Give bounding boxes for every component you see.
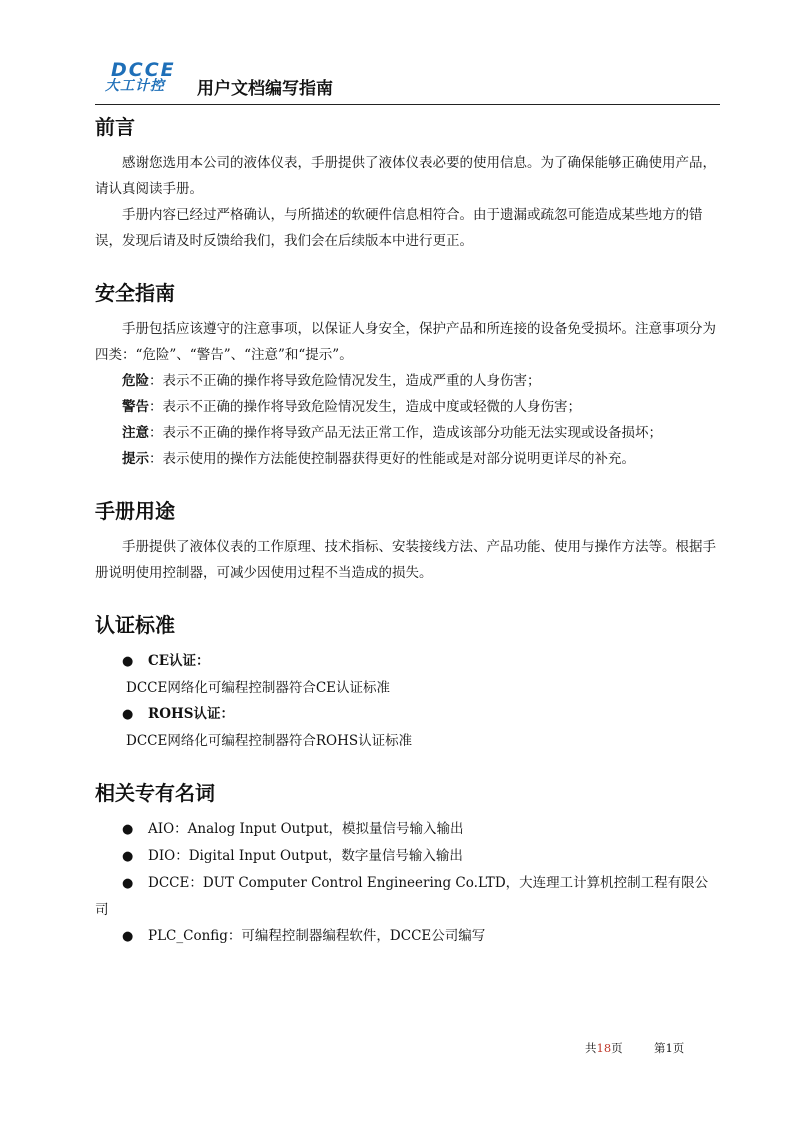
bullet-icon: ●: [122, 876, 134, 891]
bullet-icon: ●: [122, 822, 134, 837]
page-number: 1: [665, 1041, 673, 1055]
dcce-logo: [105, 60, 185, 96]
safety-item-caution: 注意：表示不正确的操作将导致产品无法正常工作，造成该部分功能无法实现或设备损坏；: [122, 425, 662, 441]
term-text: DCCE：DUT Computer Control Engineering Co.LTD，大连理工计算机控制工程有限公司: [95, 875, 709, 918]
term-item: [95, 843, 720, 870]
safety-item-danger: 危险：表示不正确的操作将导致危险情况发生，造成严重的人身伤害；: [122, 373, 541, 389]
cert-label: ROHS认证：: [148, 706, 234, 722]
cert-item-rohs: [95, 701, 720, 728]
certification-section: [95, 602, 720, 754]
page-footer: 共18页 第1页: [585, 1041, 685, 1055]
usage-paragraph: 手册提供了液体仪表的工作原理、技术指标、安装接线方法、产品功能、使用与操作方法等。根据手册说明使用控制器，可减少因使用过程不当造成的损失。: [95, 539, 716, 581]
logo-subtitle: 大工计控: [105, 78, 165, 94]
bullet-icon: ●: [122, 929, 134, 944]
safety-term: 危险: [122, 373, 149, 389]
preface-section: [95, 104, 720, 254]
term-item: [95, 816, 720, 843]
term-text: AIO：Analog Input Output，模拟量信号输入输出: [148, 821, 464, 837]
term-item: [95, 870, 720, 923]
safety-heading: 安全指南: [95, 281, 175, 305]
safety-description: 表示不正确的操作将导致危险情况发生，造成中度或轻微的人身伤害；: [162, 399, 581, 415]
usage-section: [95, 488, 720, 586]
term-text: DIO：Digital Input Output，数字量信号输入输出: [148, 848, 463, 864]
document-title: 用户文档编写指南: [197, 79, 333, 99]
safety-item-warning: 警告：表示不正确的操作将导致危险情况发生，造成中度或轻微的人身伤害；: [122, 399, 581, 415]
cert-item-ce: [95, 648, 720, 675]
safety-item-tip: 提示：表示使用的操作方法能使控制器获得更好的性能或是对部分说明更详尽的补充。: [122, 451, 635, 467]
safety-term: 注意: [122, 425, 149, 441]
safety-intro: 手册包括应该遵守的注意事项，以保证人身安全，保护产品和所连接的设备免受损坏。注意事项分为四类：“危险”、“警告”、“注意”和“提示”。: [95, 321, 716, 363]
preface-paragraph-2: 手册内容已经过严格确认，与所描述的软硬件信息相符合。由于遗漏或疏忽可能造成某些地方的错误，发现后请及时反馈给我们，我们会在后续版本中进行更正。: [95, 207, 703, 249]
safety-term: 警告: [122, 399, 149, 415]
bullet-icon: ●: [122, 849, 134, 864]
term-text: PLC_Config：可编程控制器编程软件，DCCE公司编写: [148, 928, 486, 944]
safety-description: 表示不正确的操作将导致危险情况发生，造成严重的人身伤害；: [162, 373, 541, 389]
terms-heading: 相关专有名词: [95, 781, 215, 805]
cert-label: CE认证：: [148, 653, 210, 669]
safety-section: [95, 270, 720, 472]
bullet-icon: ●: [122, 707, 134, 722]
safety-term: 提示: [122, 451, 149, 467]
preface-heading: 前言: [95, 115, 135, 139]
total-pages: 18: [596, 1041, 612, 1055]
terms-section: [95, 770, 720, 950]
certification-heading: 认证标准: [95, 613, 175, 637]
cert-description-rohs: DCCE网络化可编程控制器符合ROHS认证标准: [126, 733, 413, 749]
cert-description-ce: DCCE网络化可编程控制器符合CE认证标准: [126, 680, 391, 696]
safety-description: 表示使用的操作方法能使控制器获得更好的性能或是对部分说明更详尽的补充。: [162, 451, 635, 467]
document-body: [95, 104, 720, 950]
bullet-icon: ●: [122, 654, 134, 669]
preface-paragraph-1: 感谢您选用本公司的液体仪表，手册提供了液体仪表必要的使用信息。为了确保能够正确使用产品，请认真阅读手册。: [95, 155, 716, 197]
safety-description: 表示不正确的操作将导致产品无法正常工作，造成该部分功能无法实现或设备损坏；: [162, 425, 662, 441]
logo-wordmark: DCCE: [111, 59, 176, 81]
usage-heading: 手册用途: [95, 499, 175, 523]
page-header: [95, 58, 720, 105]
term-item: [95, 923, 720, 950]
